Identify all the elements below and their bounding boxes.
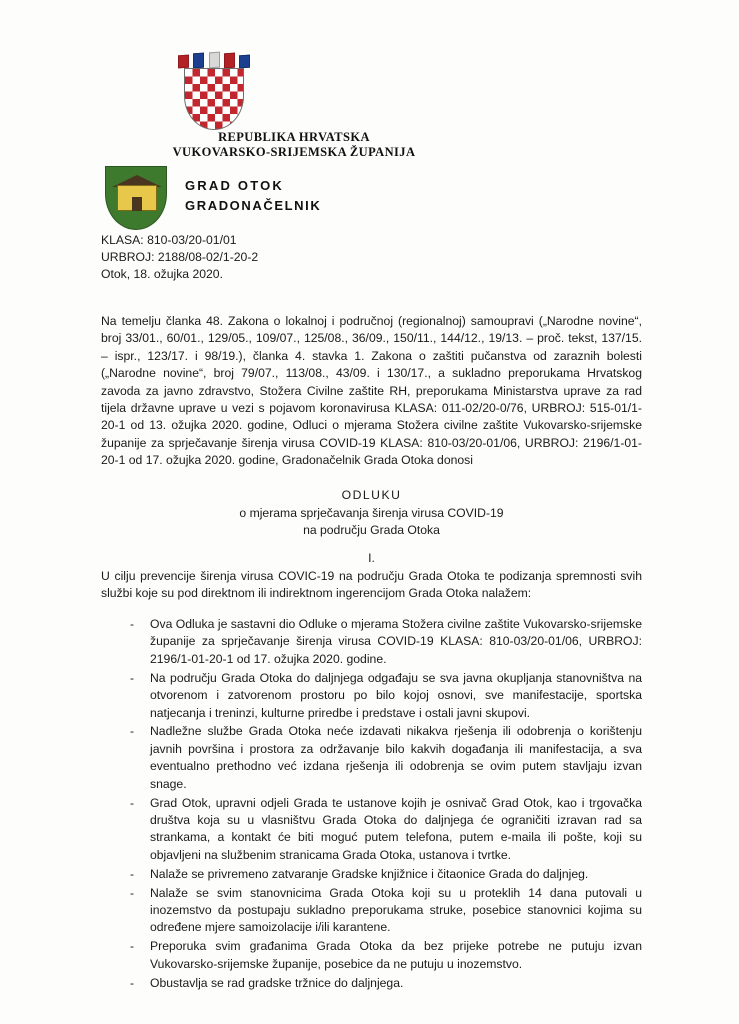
header-line1: REPUBLIKA HRVATSKA [218, 130, 370, 144]
crown-shields [178, 48, 250, 68]
title-line3: na području Grada Otoka [303, 523, 440, 537]
list-item [130, 866, 642, 883]
header-role: GRADONAČELNIK [185, 198, 322, 213]
list-item [130, 723, 642, 793]
list-item [130, 885, 642, 937]
bullet-marker: - [130, 795, 135, 810]
list-item-text: Grad Otok, upravni odjeli Grada te ustanove kojih je osnivač Grad Otok, kao i trgovačka društva koja su u vlasništvu Grada Otoka do daljnjega će ograničiti izravan rad sa strankama, a kontakt će biti moguć putem telefona, putem e-maila ili pošte, koji su objavljeni na službenim stranicama Grada Otoka, ustanova i tvrtke. [150, 795, 642, 862]
document-title [101, 487, 642, 540]
header-republic [84, 130, 504, 160]
reference-place-date: Otok, 18. ožujka 2020. [101, 267, 223, 281]
reference-urbroj: URBROJ: 2188/08-02/1-20-2 [101, 250, 259, 264]
bullet-marker: - [130, 670, 135, 685]
list-item-text: Ova Odluka je sastavni dio Odluke o mjerama Stožera civilne zaštite Vukovarsko-srijemske županije za sprječavanje širenja virusa COVID-19 KLASA: 810-03/20-01/06, URBROJ: 2196/1-01-20-1 od 17. ožujka 2020. godine. [150, 617, 642, 666]
list-item-text: Nadležne službe Grada Otoka neće izdavati nikakva rješenja ili odobrenja o korištenju javnih površina i prostora za održavanje bilo kakvih događanja ili manifestacija, a sva eventualno prethodno već izdana rješenja ili odobrenja se ovim putem stavljaju izvan snage. [150, 724, 642, 791]
reference-klasa: KLASA: 810-03/20-01/01 [101, 233, 237, 247]
bullet-marker: - [130, 975, 135, 990]
measures-list [130, 616, 642, 994]
list-item-text: Nalaže se svim stanovnicima Grada Otoka koji su u proteklih 14 dana putovali u inozemstvo da postupaju sukladno preporukama struke, posebice stanovnici kojima su određene mjere samoizolacije i/ili karantene. [150, 885, 642, 935]
checkerboard-shield [184, 68, 244, 130]
title-line2: o mjerama sprječavanja širenja virusa COVID-19 [239, 505, 504, 520]
preamble-paragraph: Na temelju članka 48. Zakona o lokalnoj i područnoj (regionalnoj) samoupravi („Narodne novine“, broj 33/01., 60/01., 129/05., 109/07., 125/08., 36/09., 150/11., 144/12., 19/13. – proč. tekst, 137/15. – ispr., 123/17. i 98/19.), članka 4. stavka 1. Zakona o zaštiti pučanstva od zaraznih bolesti („Narodne novine“, broj 79/07., 113/08., 43/09. i 130/17., a sukladno preporukama Hrvatskog zavoda za javno zdravstvo, Stožera Civilne zaštite RH, preporukama Ministarstva uprave za rad tijela državne uprave u vezi s pojavom koronavirusa KLASA: 011-02/20-0/76, URBROJ: 515-01/1-20-1 od 13. ožujka 2020. godine, Odluci o mjerama Stožera civilne zaštite Vukovarsko-srijemske županije za sprječavanje širenja virusa COVID-19 KLASA: 810-03/20-01/06, URBROJ: 2196/1-01-20-1 od 17. ožujka 2020. godine, Gradonačelnik Grada Otoka donosi [101, 314, 642, 468]
bullet-marker: - [130, 939, 135, 954]
bullet-marker: - [130, 866, 135, 881]
list-item-text: Na području Grada Otoka do daljnjega odgađaju se sva javna okupljanja stanovništva na otvorenom i zatvorenom prostoru po bilo kojoj osnovi, sve manifestacije, sportska natjecanja i treninzi, kulturne priredbe i predstave i ostali javni skupovi. [150, 670, 642, 720]
list-item-text: Obustavlja se rad gradske tržnice do daljnjega. [150, 975, 404, 990]
section-number: I. [368, 551, 375, 565]
house-door-shape [132, 197, 142, 211]
bullet-marker: - [130, 617, 135, 631]
reference-block [101, 232, 258, 283]
list-item [130, 616, 642, 668]
intro-paragraph: U cilju prevencije širenja virusa COVIC-19 na području Grada Otoka te podizanja spremnosti svih službi koje su pod direktnom ili indirektnom ingerencijom Grada Otoka nalažem: [101, 569, 642, 601]
otok-shield [105, 166, 167, 230]
list-item-text: Nalaže se privremeno zatvaranje Gradske knjižnice i čitaonice Grada do daljnjeg. [150, 866, 589, 881]
list-item [130, 795, 642, 865]
title-line1: ODLUKU [341, 488, 402, 502]
list-item [130, 975, 642, 992]
otok-coat-of-arms-icon [105, 166, 167, 230]
bullet-marker: - [130, 724, 135, 739]
header-city: GRAD OTOK [185, 178, 285, 193]
bullet-marker: - [130, 885, 135, 900]
header-line2: VUKOVARSKO-SRIJEMSKA ŽUPANIJA [172, 145, 416, 159]
croatian-coat-of-arms-icon [178, 48, 250, 132]
list-item-text: Preporuka svim građanima Grada Otoka da bez prijeke potrebe ne putuju izvan Vukovarsko-srijemske županije, posebice da ne putuju u inozemstvo. [150, 939, 642, 971]
list-item [130, 938, 642, 973]
list-item [130, 670, 642, 722]
